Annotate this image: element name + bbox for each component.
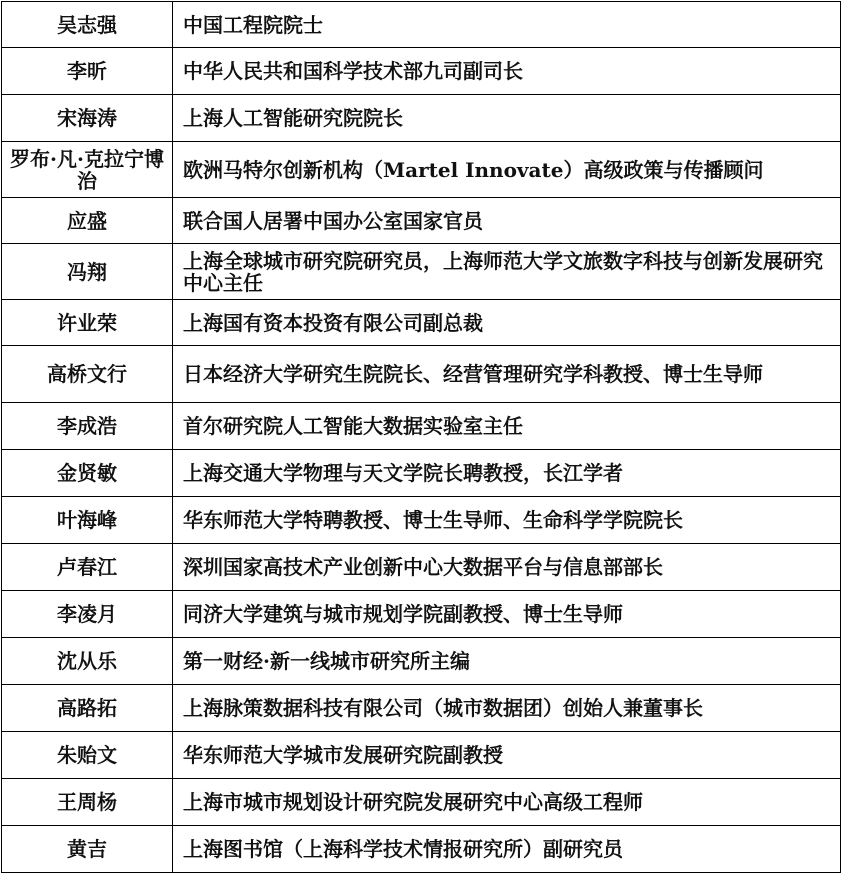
speaker-name: 卢春江 [2,544,173,591]
speaker-title: 上海全球城市研究院研究员，上海师范大学文旅数字科技与创新发展研究中心主任 [173,244,841,300]
speaker-name: 高桥文行 [2,346,173,403]
table-row [2,95,841,142]
table-row [2,142,841,198]
table-row [2,198,841,244]
table-row [2,779,841,826]
table-row [2,638,841,685]
table-row [2,403,841,450]
speaker-name: 朱贻文 [2,732,173,779]
speaker-title: 中华人民共和国科学技术部九司副司长 [173,48,841,95]
speaker-title: 上海市城市规划设计研究院发展研究中心高级工程师 [173,779,841,826]
speaker-name: 沈从乐 [2,638,173,685]
speaker-title: 华东师范大学特聘教授、博士生导师、生命科学学院院长 [173,497,841,544]
speaker-title: 上海交通大学物理与天文学院长聘教授，长江学者 [173,450,841,497]
speaker-name: 吴志强 [2,2,173,48]
table-row [2,244,841,300]
speaker-name: 高路拓 [2,685,173,732]
speaker-name: 宋海涛 [2,95,173,142]
speaker-title: 同济大学建筑与城市规划学院副教授、博士生导师 [173,591,841,638]
table-row [2,685,841,732]
speaker-name: 叶海峰 [2,497,173,544]
table-row [2,346,841,403]
speaker-name: 李凌月 [2,591,173,638]
speaker-title: 上海人工智能研究院院长 [173,95,841,142]
speaker-name: 许业荣 [2,300,173,346]
speaker-title: 上海脉策数据科技有限公司（城市数据团）创始人兼董事长 [173,685,841,732]
table-row [2,826,841,873]
speaker-title: 深圳国家高技术产业创新中心大数据平台与信息部部长 [173,544,841,591]
speaker-name: 李成浩 [2,403,173,450]
speaker-name: 金贤敏 [2,450,173,497]
table-row [2,591,841,638]
speaker-title: 华东师范大学城市发展研究院副教授 [173,732,841,779]
speaker-name: 罗布·凡·克拉宁博治 [2,142,173,198]
speaker-title: 第一财经·新一线城市研究所主编 [173,638,841,685]
speaker-title: 上海图书馆（上海科学技术情报研究所）副研究员 [173,826,841,873]
table-row [2,497,841,544]
speaker-name: 应盛 [2,198,173,244]
speaker-title: 首尔研究院人工智能大数据实验室主任 [173,403,841,450]
speaker-name: 黄吉 [2,826,173,873]
table-row [2,300,841,346]
speaker-name: 李昕 [2,48,173,95]
table-row [2,732,841,779]
speakers-table [1,1,841,873]
speaker-name: 冯翔 [2,244,173,300]
speaker-title: 上海国有资本投资有限公司副总裁 [173,300,841,346]
speaker-title: 联合国人居署中国办公室国家官员 [173,198,841,244]
table-row [2,544,841,591]
table-row [2,450,841,497]
table-row [2,48,841,95]
speaker-title: 中国工程院院士 [173,2,841,48]
speaker-title: 欧洲马特尔创新机构（Martel Innovate）高级政策与传播顾问 [173,142,841,198]
speaker-title: 日本经济大学研究生院院长、经营管理研究学科教授、博士生导师 [173,346,841,403]
speaker-name: 王周杨 [2,779,173,826]
table-row [2,2,841,48]
